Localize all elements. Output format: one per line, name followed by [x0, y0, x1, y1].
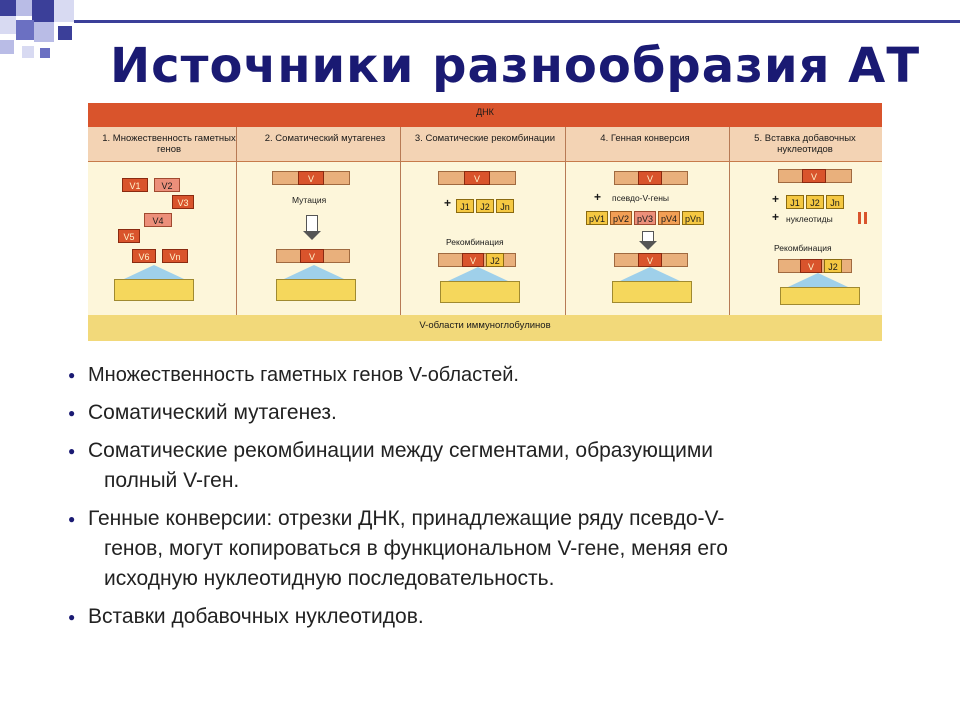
corner-decoration: [34, 22, 54, 42]
corner-decoration: [16, 20, 34, 40]
gene-segment: V: [802, 169, 826, 183]
top-rule: [74, 20, 960, 23]
bullet-dot-icon: ●: [68, 406, 76, 420]
nucleotide-mark: [858, 212, 861, 224]
bullet-text: Соматический мутагенез.: [88, 401, 337, 424]
corner-decoration: [54, 0, 74, 22]
gene-segment: V: [298, 171, 324, 185]
plus-sign: +: [772, 210, 780, 224]
slide-title: Источники разнообразия АТ: [110, 38, 921, 94]
corner-decoration: [0, 16, 16, 34]
bullet-text: исходную нуклеотидную последовательность.: [104, 567, 555, 590]
corner-decoration: [0, 40, 14, 54]
gene-segment: V: [300, 249, 324, 263]
column-header-3: 3. Соматические рекомбинации: [414, 133, 556, 144]
shading-triangle: [124, 265, 184, 279]
column-divider: [236, 127, 237, 315]
bullet-item: [64, 602, 904, 632]
shading-triangle: [284, 265, 344, 279]
bullet-item: [64, 436, 904, 496]
bullet-text: Генные конверсии: отрезки ДНК, принадлежащие ряду псевдо-V-: [88, 507, 725, 530]
gene-segment: J2: [824, 259, 842, 273]
gene-segment: V: [638, 171, 662, 185]
arrow-head: [639, 241, 657, 250]
antibody-diversity-figure: [88, 103, 882, 341]
shading-triangle: [788, 273, 848, 287]
bullet-dot-icon: ●: [68, 444, 76, 458]
v-region-label: V-области иммуноглобулинов: [419, 320, 551, 331]
corner-decoration: [32, 0, 54, 22]
column-header-2: 2. Соматический мутагенез: [264, 133, 386, 144]
gene-segment: V3: [172, 195, 194, 209]
bullet-text: Вставки добавочных нуклеотидов.: [88, 605, 424, 628]
corner-decoration: [0, 0, 16, 16]
bullet-text: генов, могут копироваться в функциональном V-гене, меняя его: [104, 537, 728, 560]
v-region-block: [780, 287, 860, 305]
mutation-label: Мутация: [292, 195, 327, 205]
gene-segment: V: [638, 253, 662, 267]
corner-decoration: [58, 26, 72, 40]
gene-segment: V: [800, 259, 822, 273]
v-region-block: [276, 279, 356, 301]
gene-segment: pVn: [682, 211, 704, 225]
column-header-5: 5. Вставка добавочных нуклеотидов: [754, 133, 856, 155]
gene-segment: J2: [806, 195, 824, 209]
pseudo-genes-label: псевдо-V-гены: [612, 193, 669, 203]
recombination-label: Рекомбинация: [446, 237, 504, 247]
bullet-item: [64, 398, 904, 428]
plus-sign: +: [594, 190, 602, 204]
gene-segment: V6: [132, 249, 156, 263]
plus-sign: +: [444, 196, 452, 210]
gene-segment: pV4: [658, 211, 680, 225]
nucleotides-label: нуклеотиды: [786, 214, 833, 224]
gene-segment: V4: [144, 213, 172, 227]
arrow: [306, 215, 318, 231]
bullet-dot-icon: ●: [68, 610, 76, 624]
bullet-dot-icon: ●: [68, 512, 76, 526]
shading-triangle: [448, 267, 508, 281]
bullet-dot-icon: ●: [68, 368, 76, 382]
dna-label: ДНК: [476, 107, 494, 117]
gene-segment: V: [462, 253, 484, 267]
gene-segment: Vn: [162, 249, 188, 263]
bullet-list: [64, 360, 904, 632]
corner-decoration: [22, 46, 34, 58]
shading-triangle: [620, 267, 680, 281]
gene-segment: J1: [786, 195, 804, 209]
bullet-text: Соматические рекомбинации между сегментами, образующими: [88, 439, 714, 462]
v-region-block: [114, 279, 194, 301]
gene-segment: pV2: [610, 211, 632, 225]
gene-segment: V2: [154, 178, 180, 192]
v-region-block: [440, 281, 520, 303]
plus-sign: +: [772, 192, 780, 206]
gene-segment: J2: [476, 199, 494, 213]
bullet-text: полный V-ген.: [104, 469, 240, 492]
column-header-4: 4. Генная конверсия: [600, 133, 690, 144]
gene-segment: Jn: [496, 199, 514, 213]
column-divider: [729, 127, 730, 315]
corner-decoration: [16, 0, 32, 16]
gene-segment: pV1: [586, 211, 608, 225]
gene-segment: V: [464, 171, 490, 185]
bullet-item: [64, 360, 904, 390]
column-divider: [400, 127, 401, 315]
column-divider: [565, 127, 566, 315]
bullet-item: [64, 504, 904, 594]
bullet-text: Множественность гаметных генов V-областей.: [88, 364, 519, 386]
gene-segment: J1: [456, 199, 474, 213]
nucleotide-mark: [864, 212, 867, 224]
arrow-head: [303, 231, 321, 240]
gene-segment: V5: [118, 229, 140, 243]
v-region-block: [612, 281, 692, 303]
gene-segment: Jn: [826, 195, 844, 209]
arrow: [642, 231, 654, 241]
gene-segment: V1: [122, 178, 148, 192]
corner-decoration: [40, 48, 50, 58]
recombination-label: Рекомбинация: [774, 243, 832, 253]
gene-segment: J2: [486, 253, 504, 267]
gene-segment: pV3: [634, 211, 656, 225]
column-header-1: 1. Множественность гаметных генов: [102, 133, 236, 155]
